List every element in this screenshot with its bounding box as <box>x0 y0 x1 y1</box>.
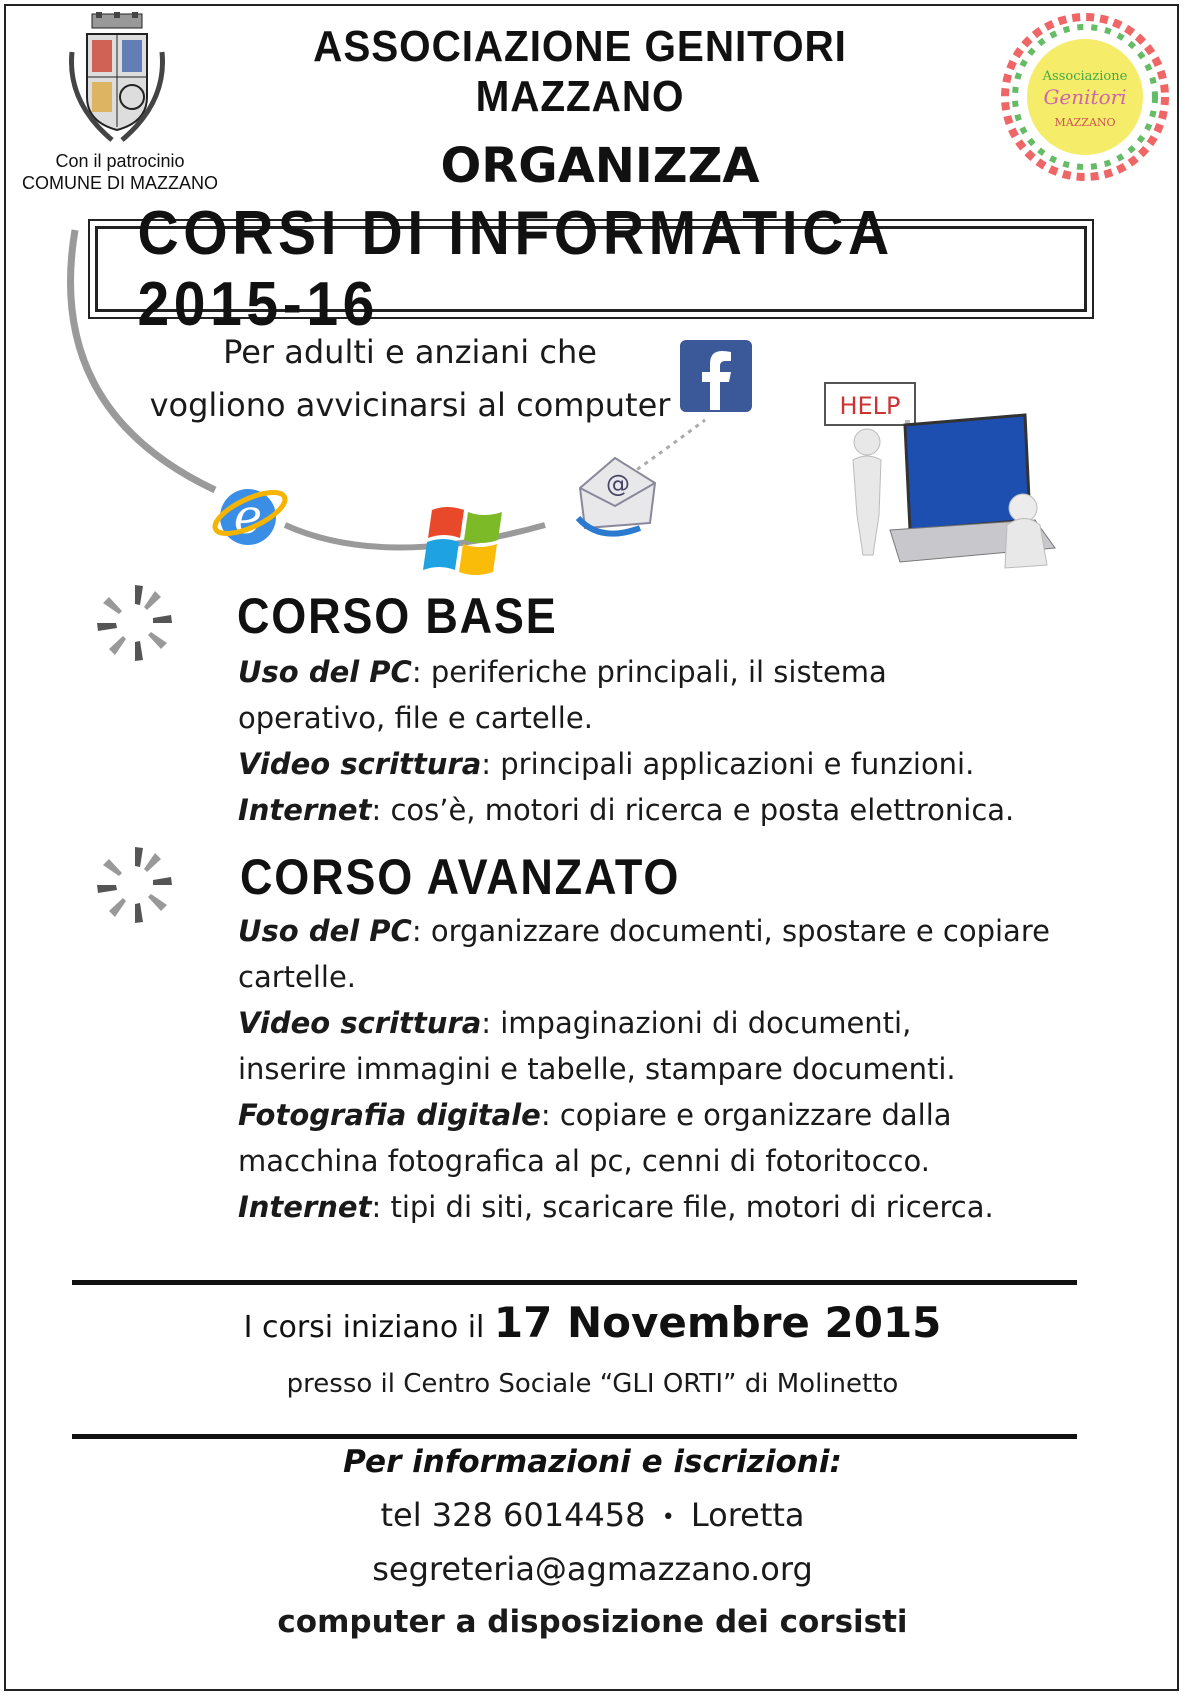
item-label: Fotografia digitale <box>238 1098 541 1132</box>
association-title: ASSOCIAZIONE GENITORI MAZZANO <box>313 22 847 121</box>
venue-text: presso il Centro Sociale “GLI ORTI” di Molinetto <box>286 1369 899 1399</box>
association-logo-icon <box>1000 12 1170 186</box>
list-item: inserire immagini e tabelle, stampare documenti. <box>238 1052 956 1086</box>
intro-line: Per adulti e anziani che <box>223 333 597 371</box>
ring-bullet-icon <box>95 845 175 929</box>
start-date-line <box>0 1298 1185 1347</box>
facebook-icon <box>680 340 752 416</box>
course-banner <box>88 199 1094 339</box>
phone-number: tel 328 6014458 <box>380 1496 646 1534</box>
help-sign-text: HELP <box>839 392 901 420</box>
logo-text-2: Genitori <box>1043 85 1127 109</box>
divider <box>72 1434 1077 1439</box>
item-label: Internet <box>238 793 372 827</box>
item-text: : tipi di siti, scaricare file, motori di ricerca. <box>371 1190 994 1224</box>
list-item <box>238 908 1138 954</box>
divider <box>72 1280 1077 1285</box>
ring-bullet-icon <box>95 583 175 667</box>
list-item <box>238 1092 1138 1138</box>
item-text: : periferiche principali, il sistema <box>411 655 887 689</box>
corso-base-body <box>238 649 1118 833</box>
info-title: Per informazioni e iscrizioni: <box>343 1444 842 1480</box>
email-address: segreteria@agmazzano.org <box>372 1550 813 1588</box>
intro-text <box>130 326 690 432</box>
item-text: : impaginazioni di documenti, <box>481 1006 912 1040</box>
list-item <box>238 1000 1138 1046</box>
coat-of-arms-icon <box>62 12 172 151</box>
item-text: : copiare e organizzare dalla <box>540 1098 952 1132</box>
item-text: : cos’è, motori di ricerca e posta elettronica. <box>371 793 1015 827</box>
list-item: operativo, file e cartelle. <box>238 701 593 735</box>
start-prefix: I corsi iniziano il <box>243 1310 494 1345</box>
logo-text-3: MAZZANO <box>1054 116 1116 129</box>
comune-name: COMUNE DI MAZZANO <box>22 173 218 193</box>
contact-name: Loretta <box>690 1496 805 1534</box>
organizza-heading: ORGANIZZA <box>440 138 760 194</box>
svg-text:e: e <box>233 489 263 545</box>
help-laptop-illustration <box>785 380 1075 589</box>
patrocinio-line: Con il patrocinio <box>55 151 185 171</box>
item-label: Internet <box>238 1190 372 1224</box>
item-text: : principali applicazioni e funzioni. <box>481 747 975 781</box>
email-icon <box>570 448 665 547</box>
list-item <box>238 1184 1138 1230</box>
corso-base-title: CORSO BASE <box>237 588 558 644</box>
banner-title: CORSI DI INFORMATICA 2015-16 <box>137 199 892 339</box>
phone-line <box>0 1496 1185 1534</box>
intro-line: vogliono avvicinarsi al computer <box>149 386 671 424</box>
item-label: Uso del PC <box>238 655 412 689</box>
svg-text:@: @ <box>606 470 630 498</box>
corso-avanzato-title: CORSO AVANZATO <box>240 849 681 905</box>
list-item <box>238 649 1118 695</box>
logo-text-1: Associazione <box>1042 69 1128 84</box>
patrocinio-text <box>0 150 240 194</box>
list-item <box>238 741 1118 787</box>
item-label: Video scrittura <box>238 1006 482 1040</box>
list-item <box>238 787 1118 833</box>
bullet-separator: • <box>661 1504 675 1530</box>
item-text: : organizzare documenti, spostare e copiare <box>411 914 1050 948</box>
item-label: Uso del PC <box>238 914 412 948</box>
item-label: Video scrittura <box>238 747 482 781</box>
list-item: macchina fotografica al pc, cenni di fotoritocco. <box>238 1144 930 1178</box>
start-date: 17 Novembre 2015 <box>493 1298 942 1347</box>
computer-note: computer a disposizione dei corsisti <box>277 1604 908 1640</box>
internet-explorer-icon <box>210 475 290 559</box>
list-item: cartelle. <box>238 960 357 994</box>
corso-avanzato-body <box>238 908 1138 1230</box>
windows-icon <box>422 500 512 584</box>
